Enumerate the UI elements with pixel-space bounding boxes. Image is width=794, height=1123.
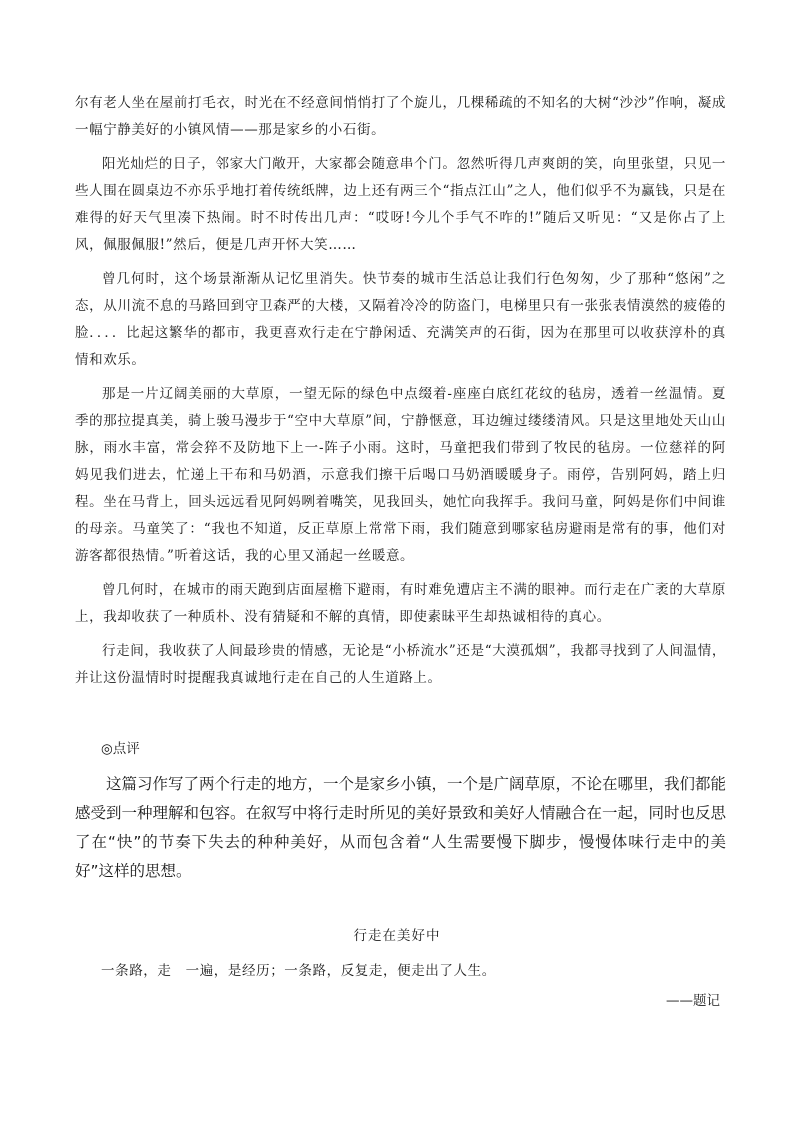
essay-paragraph: 阳光灿烂的日子，邻家大门敞开，大家都会随意串个门。忽然听得几声爽朗的笑，向里张望，只见一些人围在圆桌边不亦乐乎地打着传统纸牌，边上还有两三个“指点江山”之人，他们似乎不为赢钱，只是在难得的好天气里凑下热闹。时不时传出几声：“哎呀!今儿个手气不咋的!”随后又听见：“又是你占了上风，佩服佩服!”然后，便是几声开怀大笑…… xyxy=(75,156,726,253)
essay-body xyxy=(75,90,726,699)
essay-paragraph: 行走间，我收获了人间最珍贵的情感，无论是“小桥流水”还是“大漠孤烟”，我都寻找到了人间温情，并让这份温情时时提醒我真诚地行走在自己的人生道路上。 xyxy=(75,643,726,686)
epigraph-attribution: ——题记 xyxy=(666,993,720,1009)
comment-body: 这篇习作写了两个行走的地方，一个是家乡小镇，一个是广阔草原，不论在哪里，我们都能感受到一种理解和包容。在叙写中将行走时所见的美好景致和美好人情融合在一起，同时也反思了在“快”的节奏下失去的种种美好，从而包含着“人生需要慢下脚步，慢慢体味行走中的美好”这样的思想。 xyxy=(75,775,727,880)
essay-paragraph: 那是一片辽阔美丽的大草原，一望无际的绿色中点缀着-座座白底红花纹的毡房，透着一丝温情。夏季的那拉提真美，骑上骏马漫步于“空中大草原”间，宁静惬意，耳边缠过缕缕清风。只是这里地处天山山脉，雨水丰富，常会猝不及防地下上一-阵子小雨。这时，马童把我们带到了牧民的毡房。一位慈祥的阿妈见我们进去，忙递上干布和马奶酒，示意我们擦干后喝口马奶酒暖暖身子。雨停，告别阿妈，踏上归程。坐在马背上，回头远远看见阿妈咧着嘴笑，见我回头，她忙向我挥手。我问马童，阿妈是你们中间谁的母亲。马童笑了：“我也不知道，反正草原上常常下雨，我们随意到哪家毡房避雨是常有的事，他们对游客都很热情。”听着这话，我的心里又涌起一丝暖意。 xyxy=(75,386,726,564)
epigraph: 一条路，走 一遍，是经历；一条路，反复走，便走出了人生。 xyxy=(101,963,496,979)
essay-paragraph: 尔有老人坐在屋前打毛衣，时光在不经意间悄悄打了个旋儿，几棵稀疏的不知名的大树“沙沙”作响，凝成一幅宁静美好的小镇风情——那是家乡的小石街。 xyxy=(75,95,726,138)
essay-paragraph: 曾几何时，在城市的雨天跑到店面屋檐下避雨，有时难免遭店主不满的眼神。而行走在广袤的大草原上，我却收获了一种质朴、没有猜疑和不解的真情，即使素昧平生却热诚相待的真心。 xyxy=(75,582,726,625)
comment-heading: ◎点评 xyxy=(101,741,140,757)
essay-paragraph: 曾几何时，这个场景渐渐从记忆里消失。快节奏的城市生活总让我们行色匆匆，少了那种“悠闲”之态，从川流不息的马路回到守卫森严的大楼，又隔着冷冷的防盗门，电梯里只有一张张表情漠然的疲倦的脸．．．．比起这繁华的都市，我更喜欢行走在宁静闲适、充满笑声的石街，因为在那里可以收获淳朴的真情和欢乐。 xyxy=(75,271,726,368)
second-essay-title: 行走在美好中 xyxy=(353,928,441,944)
